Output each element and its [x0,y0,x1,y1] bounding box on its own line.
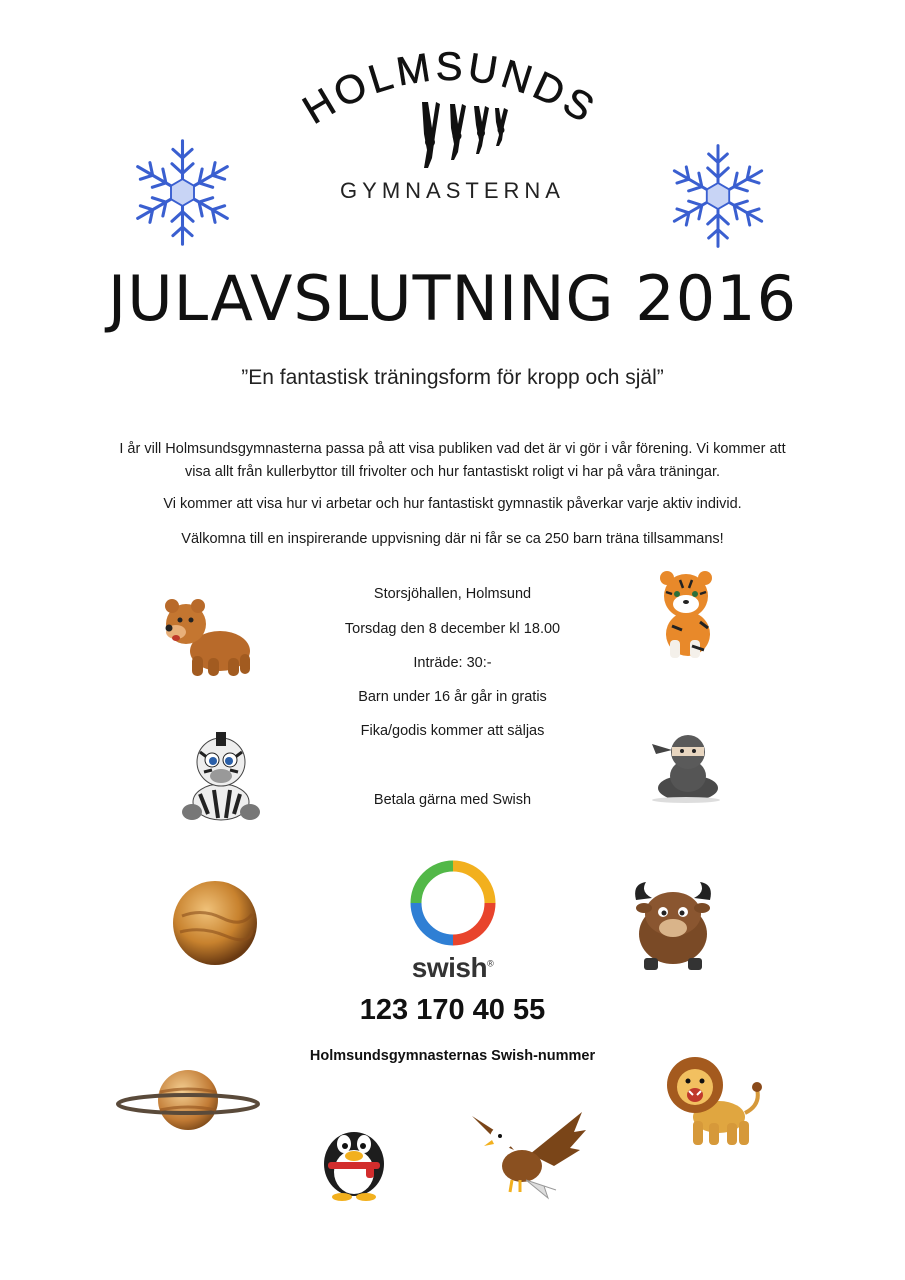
kids-free-text: Barn under 16 år går in gratis [358,689,547,705]
description-paragraph: Vi kommer att visa hur vi arbetar och hur fantastiskt gymnastik påverkar varje aktiv individ. [163,496,742,512]
penguin-icon [318,1118,390,1200]
saturn-planet-icon [116,1068,260,1132]
snowflake-icon [662,140,774,252]
eagle-icon [470,1110,588,1202]
ninja-icon [646,730,724,804]
swish-number: 123 170 40 55 [359,994,546,1026]
welcome-paragraph: Välkomna till en inspirerande uppvisning där ni får se ca 250 barn träna tillsammans! [181,531,724,547]
logo-subtitle: GYMNASTERNA [340,178,565,203]
registered-mark: ® [487,958,494,969]
swish-logo-icon [410,860,496,946]
tiger-icon [652,570,722,660]
datetime-text: Torsdag den 8 december kl 18.00 [344,621,561,637]
bull-icon [630,878,716,972]
zebra-icon [178,730,264,822]
swish-caption: Holmsundsgymnasternas Swish-nummer [309,1048,596,1064]
venue-text: Storsjöhallen, Holmsund [373,586,532,602]
tagline: ”En fantastisk träningsform för kropp och själ” [241,366,664,389]
entry-fee-text: Inträde: 30:- [413,655,492,671]
pay-swish-text: Betala gärna med Swish [373,792,532,808]
logo-arc-label: HOLMSUNDS [295,44,605,133]
intro-paragraph: I år vill Holmsundsgymnasterna passa på att visa publiken vad det är vi gör i vår förening. Vi kommer att visa allt från kullerbyttor till frivolter och hur fantastiskt roligt vi har på våra träningar. [119,441,786,480]
fika-text: Fika/godis kommer att säljas [360,723,545,739]
lion-icon [665,1055,765,1147]
snowflake-icon [125,135,240,250]
page-title: JULAVSLUTNING 2016 [107,262,798,335]
swish-wordmark [0,952,905,984]
bear-icon [158,596,254,680]
gymnast-silhouettes-icon [410,98,510,170]
swish-wordmark-text: swish [411,952,488,983]
